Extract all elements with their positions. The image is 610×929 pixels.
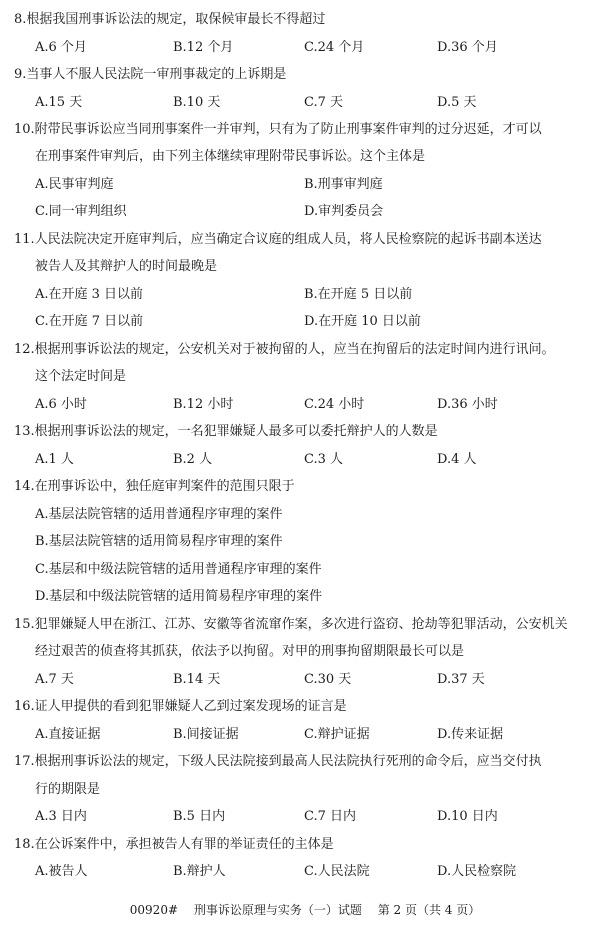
question-10-text-line-2: 在刑事案件审判后，由下列主体继续审理附带民事诉讼。这个主体是 [35,149,426,164]
question-14-option-b: B.基层法院管辖的适用简易程序审理的案件 [35,534,283,549]
question-8-option-b: B.12 个月 [173,40,234,55]
question-11-option-a: A.在开庭 3 日以前 [35,287,144,302]
exam-code: 00920# [129,903,179,917]
question-9-option-b: B.10 天 [173,95,221,110]
question-18-option-c: C.人民法院 [304,864,370,879]
exam-title: 刑事诉讼原理与实务（一）试题 [193,903,362,917]
question-13-option-d: D.4 人 [437,452,477,467]
question-12-option-d: D.36 小时 [437,397,498,412]
question-12-option-b: B.12 小时 [173,397,234,412]
question-13-option-c: C.3 人 [304,452,344,467]
question-14-text: 14.在刑事诉讼中，独任庭审判案件的范围只限于 [14,479,295,494]
question-15-option-d: D.37 天 [437,672,485,687]
question-17-option-a: A.3 日内 [35,809,87,824]
question-18-option-b: B.辩护人 [173,864,226,879]
question-14-option-a: A.基层法院管辖的适用普通程序审理的案件 [35,507,283,522]
question-13-option-a: A.1 人 [35,452,74,467]
question-13-text: 13.根据刑事诉讼法的规定，一名犯罪嫌疑人最多可以委托辩护人的人数是 [14,424,438,439]
question-16-option-a: A.直接证据 [35,727,101,742]
question-9-text: 9.当事人不服人民法院一审刑事裁定的上诉期是 [14,67,287,82]
question-17-text-line-1: 17.根据刑事诉讼法的规定，下级人民法院接到最高人民法院执行死刑的命令后，应当交付执 [14,754,542,769]
question-15-option-b: B.14 天 [173,672,221,687]
question-17-option-c: C.7 日内 [304,809,357,824]
question-17-text-line-2: 行的期限是 [35,782,101,797]
question-15-option-c: C.30 天 [304,672,352,687]
question-8-option-a: A.6 个月 [35,40,87,55]
question-9-option-a: A.15 天 [35,95,83,110]
question-14-option-c: C.基层和中级法院管辖的适用普通程序审理的案件 [35,562,322,577]
question-15-option-a: A.7 天 [35,672,74,687]
question-12-option-a: A.6 小时 [35,397,87,412]
question-16-option-d: D.传来证据 [437,727,504,742]
question-16-option-c: C.辩护证据 [304,727,370,742]
question-11-text-line-1: 11.人民法院决定开庭审判后，应当确定合议庭的组成人员，将人民检察院的起诉书副本送达 [14,232,542,247]
question-8-option-d: D.36 个月 [437,40,498,55]
question-10-option-a: A.民事审判庭 [35,177,114,192]
question-17-option-d: D.10 日内 [437,809,498,824]
page-number: 第 2 页（共 4 页） [377,903,481,917]
question-10-text-line-1: 10.附带民事诉讼应当同刑事案件一并审判，只有为了防止刑事案件审判的过分迟延，才可以 [14,122,542,137]
question-16-text: 16.证人甲提供的看到犯罪嫌疑人乙到过案发现场的证言是 [14,699,347,714]
question-15-text-line-1: 15.犯罪嫌疑人甲在浙江、江苏、安徽等省流窜作案，多次进行盗窃、抢劫等犯罪活动，公安机关 [14,617,568,632]
question-12-text-line-1: 12.根据刑事诉讼法的规定，公安机关对于被拘留的人，应当在拘留后的法定时间内进行讯问。 [14,342,555,357]
question-14-option-d: D.基层和中级法院管辖的适用简易程序审理的案件 [35,589,323,604]
question-11-text-line-2: 被告人及其辩护人的时间最晚是 [35,259,218,274]
question-10-option-b: B.刑事审判庭 [304,177,383,192]
question-18-option-d: D.人民检察院 [437,864,517,879]
question-10-option-d: D.审判委员会 [304,204,384,219]
question-11-option-c: C.在开庭 7 日以前 [35,314,144,329]
question-10-option-c: C.同一审判组织 [35,204,127,219]
question-15-text-line-2: 经过艰苦的侦查将其抓获，依法予以拘留。对甲的刑事拘留期限最长可以是 [35,644,465,659]
question-18-option-a: A.被告人 [35,864,88,879]
question-8-text: 8.根据我国刑事诉讼法的规定，取保候审最长不得超过 [14,12,326,27]
question-11-option-d: D.在开庭 10 日以前 [304,314,421,329]
question-8-option-c: C.24 个月 [304,40,365,55]
question-9-option-d: D.5 天 [437,95,477,110]
question-9-option-c: C.7 天 [304,95,344,110]
question-11-option-b: B.在开庭 5 日以前 [304,287,413,302]
question-16-option-b: B.间接证据 [173,727,239,742]
question-13-option-b: B.2 人 [173,452,213,467]
question-12-option-c: C.24 小时 [304,397,365,412]
question-17-option-b: B.5 日内 [173,809,226,824]
question-18-text: 18.在公诉案件中，承担被告人有罪的举证责任的主体是 [14,837,334,852]
question-12-text-line-2: 这个法定时间是 [35,369,127,384]
page-footer [0,902,610,918]
